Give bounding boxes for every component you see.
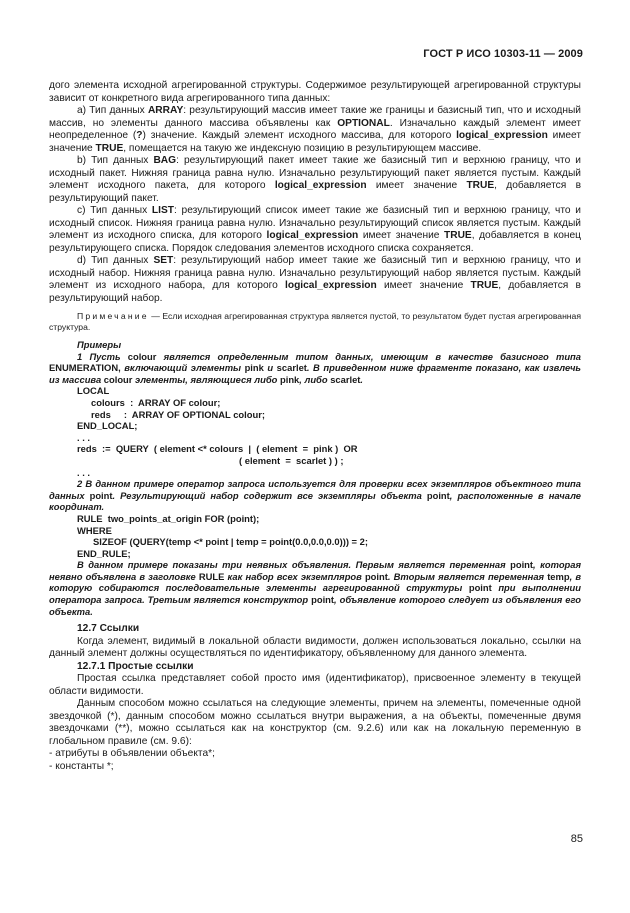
example-1: 1 Пусть colour является определенным типом данных, имеющим в качестве базисного типа ENUMERATION, включающий элементы pink и scarlet. В приведенном ниже фрагменте показано, как извлечь из массива colour элементы, являющиеся либо pink, либо scarlet. <box>49 350 582 385</box>
section-12-7-title: 12.7 Ссылки <box>77 623 140 635</box>
code-line: . . . <box>77 431 91 443</box>
examples-heading: Примеры <box>77 339 122 350</box>
example-2-block <box>49 478 581 513</box>
item-array: a) Тип данных ARRAY: результирующий массив имеет такие же границы и базисный тип, что и исходный массив, но элементы данного массива объявлены как OPTIONAL. Изначально каждый элемент имеет неопределенное (?) значение. Каждый элемент исходного массива, для которого logical_expression имеет значение TRUE, помещается на такую же индексную позицию в результирующем массиве. <box>49 105 582 154</box>
code-line: colours : ARRAY OF colour; <box>91 396 221 408</box>
examples-block <box>49 339 581 385</box>
section-12-7-1-p2: Данным способом можно ссылаться на следующие элементы, причем на элементы, помеченные одной звездочкой (*), данным способом можно ссылаться внутри выражения, а на объекты, помеченные двумя звездочками (**), можно ссылаться как на конструктор (см. 9.2.6) или как на локальную переменную в глобальном правиле (см. 9.6): <box>49 698 581 747</box>
example-3: В данном примере показаны три неявных объявления. Первым является переменная point, которая неявно объявлена в заголовке RULE как набор всех экземпляров point. Вторым является переменная temp, в которую собираются последовательные элементы агрегированной структуры point при выполнении оператора запроса. Третьим является конструктор point, объявление которого следует из объявления его объекта. <box>49 559 582 617</box>
note-label: Примечание <box>77 311 149 321</box>
code-line: reds : ARRAY OF OPTIONAL colour; <box>91 408 265 420</box>
list-item: - атрибуты в объявлении объекта*; <box>49 748 215 760</box>
item-list: c) Тип данных LIST: результирующий список имеет такие же базисный тип и верхнюю границу, что и исходный список. Нижняя граница равна нулю. Изначально результирующий список является пустым. Каждый элемент из исходного списка, для которого logical_expression имеет значение TRUE, добавляется в конец результирующего списка. Порядок следования элементов исходного списка сохраняется. <box>49 205 581 254</box>
example-2: 2 В данном примере оператор запроса используется для проверки всех экземпляров объектного типа данных point. Результирующий набор содержит все экземпляры объекта point, расположенные в начале координат. <box>49 478 581 513</box>
example-3-block <box>49 559 581 617</box>
section-12-7-1-title: 12.7.1 Простые ссылки <box>77 660 194 672</box>
code-line: END_RULE; <box>77 547 131 559</box>
note: Примечание — Если исходная агрегированная структура является пустой, то результатом будет пустая агрегированная структура. <box>49 311 581 332</box>
code-line: reds := QUERY ( element <* colours | ( element = pink ) OR <box>77 443 358 455</box>
code-line: LOCAL <box>77 385 110 397</box>
document-header: ГОСТ Р ИСО 10303-11 — 2009 <box>423 48 583 60</box>
item-set: d) Тип данных SET: результирующий набор имеет такие же базисный тип и верхнюю границу, что и исходный набор. Нижняя граница равна нулю. Изначально результирующий набор является пустым. Каждый элемент из исходного набора, для которого logical_expression имеет значение TRUE, добавляется в результирующий набор. <box>49 255 581 304</box>
list-item: - константы *; <box>49 760 114 772</box>
section-12-7-1-p1: Простая ссылка представляет собой просто имя (идентификатор), присвоенное элементу в текущей области видимости. <box>49 673 581 697</box>
intro-paragraph: дого элемента исходной агрегированной структуры. Содержимое результирующей агрегированной структуры зависит от конкретного вида агрегированного типа данных: <box>49 80 581 104</box>
code-line: WHERE <box>77 524 112 536</box>
item-bag: b) Тип данных BAG: результирующий пакет имеет такие же базисный тип и верхнюю границу, что и исходный пакет. Нижняя граница равна нулю. Изначально результирующий пакет является пустым. Каждый элемент исходного пакета, для которого logical_expression имеет значение TRUE, добавляется в результирующий пакет. <box>49 155 581 204</box>
code-line: ( element = scarlet ) ) ; <box>239 454 344 466</box>
code-line: END_LOCAL; <box>77 420 138 432</box>
code-line: RULE two_points_at_origin FOR (point); <box>77 512 260 524</box>
page-number: 85 <box>570 833 583 845</box>
code-block-1 <box>49 385 581 478</box>
code-block-2 <box>49 513 581 559</box>
code-line: SIZEOF (QUERY(temp <* point | temp = point(0.0,0.0,0.0))) = 2; <box>93 536 368 548</box>
page-content <box>49 80 581 773</box>
section-12-7-text: Когда элемент, видимый в локальной области видимости, должен использоваться локально, ссылки на данный элемент должны осуществляться по идентификатору, объявленному для данного элемента. <box>49 635 581 660</box>
code-line: . . . <box>77 466 91 478</box>
